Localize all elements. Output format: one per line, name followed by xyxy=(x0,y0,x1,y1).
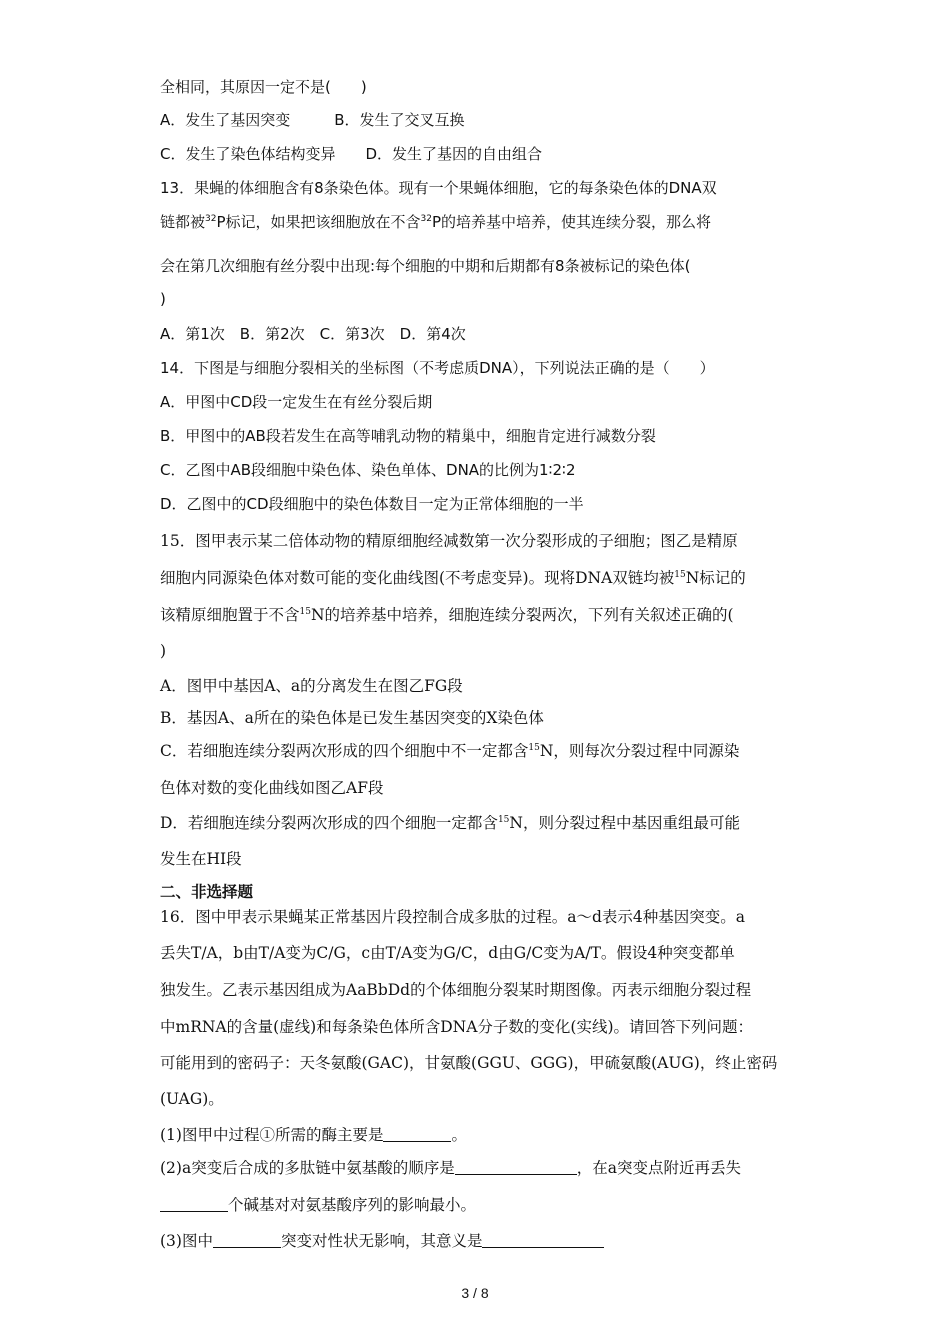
q13-line2 xyxy=(160,211,711,233)
q16-sub2b-text: 个碱基对对氨基酸序列的影响最小。 xyxy=(228,1196,477,1214)
q15-d-post: N，则分裂过程中基因重组最可能 xyxy=(509,814,740,832)
q13-line3: 会在第几次细胞有丝分裂中出现:每个细胞的中期和后期都有8条被标记的染色体( xyxy=(160,257,691,275)
q12-options-cd xyxy=(160,143,542,165)
q16-sub2-text: (2)a突变后合成的多肽链中氨基酸的顺序是 xyxy=(160,1159,455,1177)
q15-line2-pre: 细胞内同源染色体对数可能的变化曲线图(不考虑变异)。现将DNA双链均被 xyxy=(160,569,675,587)
q15-option-c-line1 xyxy=(160,740,739,762)
q12-stem-end: 全相同，其原因一定不是( ) xyxy=(160,78,367,96)
q16-sub1-end: 。 xyxy=(451,1126,467,1144)
q16-line2: 丢失T/A，b由T/A变为C/G，c由T/A变为G/C，d由G/C变为A/T。假设4种突变都单 xyxy=(160,944,735,962)
q12-option-c: C．发生了染色体结构变异 xyxy=(160,145,336,163)
q16-sub1 xyxy=(160,1124,467,1146)
answer-blank-1[interactable] xyxy=(383,1127,451,1142)
q16-sub3-mid: 突变对性状无影响，其意义是 xyxy=(280,1232,483,1250)
q15-line4: ) xyxy=(160,642,167,660)
q16-sub1-text: (1)图甲中过程①所需的酶主要是 xyxy=(160,1126,384,1144)
page-number: 3 / 8 xyxy=(461,1285,489,1301)
q16-sub3-text: (3)图中 xyxy=(160,1232,213,1250)
q12-option-a: A．发生了基因突变 xyxy=(160,111,291,129)
q15-option-d-line2: 发生在HI段 xyxy=(160,850,242,868)
q13-sup-32a: 32 xyxy=(205,214,217,224)
q15-line3 xyxy=(160,604,734,626)
q13-line2-mid: P标记，如果把该细胞放在不含 xyxy=(216,213,421,231)
q16-sub3 xyxy=(160,1230,604,1252)
q13-line2-post: P的培养基中培养，使其连续分裂，那么将 xyxy=(431,213,712,231)
q14-option-c: C．乙图中AB段细胞中染色体、染色单体、DNA的比例为1∶2∶2 xyxy=(160,461,576,479)
q15-option-d-line1 xyxy=(160,812,740,834)
q16-sub2-mid: ，在a突变点附近再丢失 xyxy=(576,1159,741,1177)
q16-line5: 可能用到的密码子：天冬氨酸(GAC)，甘氨酸(GGU、GGG)，甲硫氨酸(AUG)，终止密码 xyxy=(160,1054,778,1072)
q13-line2-pre: 链都被 xyxy=(160,213,206,231)
q13-line1: 13．果蝇的体细胞含有8条染色体。现有一个果蝇体细胞，它的每条染色体的DNA双 xyxy=(160,179,717,197)
q15-line3-pre: 该精原细胞置于不含 xyxy=(160,606,300,624)
answer-blank-3[interactable] xyxy=(160,1197,228,1212)
q16-line3: 独发生。乙表示基因组成为AaBbDd的个体细胞分裂某时期图像。丙表示细胞分裂过程 xyxy=(160,981,752,999)
q15-line3-post: N的培养基中培养，细胞连续分裂两次，下列有关叙述正确的( xyxy=(310,606,734,624)
q15-d-pre: D．若细胞连续分裂两次形成的四个细胞一定都含 xyxy=(160,814,498,832)
q16-sub2 xyxy=(160,1157,741,1179)
q15-option-b: B．基因A、a所在的染色体是已发生基因突变的X染色体 xyxy=(160,709,544,727)
answer-blank-2[interactable] xyxy=(455,1160,577,1175)
q12-options-ab xyxy=(160,109,465,131)
q16-sub2b xyxy=(160,1194,476,1216)
q15-sup-15a: 15 xyxy=(674,570,686,580)
q14-stem: 14．下图是与细胞分裂相关的坐标图（不考虑质DNA），下列说法正确的是（ ） xyxy=(160,359,715,377)
q13-line4: ) xyxy=(160,290,166,308)
q15-c-pre: C．若细胞连续分裂两次形成的四个细胞中不一定都含 xyxy=(160,742,529,760)
q15-sup-15b: 15 xyxy=(299,607,311,617)
q12-option-b: B．发生了交叉互换 xyxy=(334,111,465,129)
q15-line1: 15．图甲表示某二倍体动物的精原细胞经减数第一次分裂形成的子细胞；图乙是精原 xyxy=(160,532,738,550)
q13-sup-32b: 32 xyxy=(420,214,432,224)
q15-option-c-line2: 色体对数的变化曲线如图乙AF段 xyxy=(160,779,384,797)
q14-option-a: A．甲图中CD段一定发生在有丝分裂后期 xyxy=(160,393,433,411)
q15-option-a: A．图甲中基因A、a的分离发生在图乙FG段 xyxy=(160,677,463,695)
answer-blank-5[interactable] xyxy=(482,1233,604,1248)
q15-c-post: N，则每次分裂过程中同源染 xyxy=(539,742,740,760)
q14-option-d: D．乙图中的CD段细胞中的染色体数目一定为正常体细胞的一半 xyxy=(160,495,584,513)
q13-options: A．第1次 B．第2次 C．第3次 D．第4次 xyxy=(160,325,466,343)
q16-line4: 中mRNA的含量(虚线)和每条染色体所含DNA分子数的变化(实线)。请回答下列问题： xyxy=(160,1018,753,1036)
q15-line2 xyxy=(160,567,746,589)
q15-sup-15c: 15 xyxy=(528,743,540,753)
answer-blank-4[interactable] xyxy=(213,1233,281,1248)
q16-line1: 16．图中甲表示果蝇某正常基因片段控制合成多肽的过程。a～d表示4种基因突变。a xyxy=(160,908,745,926)
q15-sup-15d: 15 xyxy=(497,815,510,825)
q15-line2-post: N标记的 xyxy=(685,569,746,587)
q14-option-b: B．甲图中的AB段若发生在高等哺乳动物的精巢中，细胞肯定进行减数分裂 xyxy=(160,427,656,445)
q16-line6: (UAG)。 xyxy=(160,1090,224,1108)
q12-option-d: D．发生了基因的自由组合 xyxy=(365,145,543,163)
section-heading: 二、非选择题 xyxy=(160,883,254,901)
